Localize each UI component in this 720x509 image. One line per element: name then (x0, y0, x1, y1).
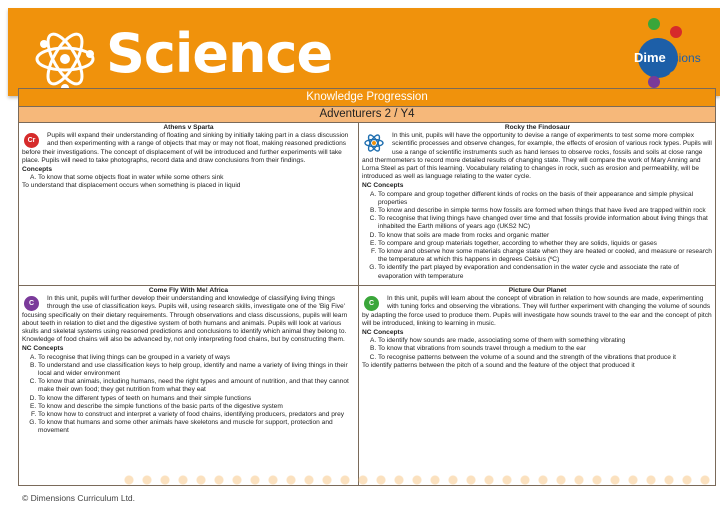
unit-title: Picture Our Planet (508, 287, 567, 294)
concept-note: To identify patterns between the pitch of a sound and the feature of the object that produced it (362, 361, 635, 369)
concept-item: C. To recognise patterns between the volume of a sound and the strength of the vibrations that produce it (378, 354, 713, 362)
atom-icon (34, 24, 96, 94)
header-banner (8, 8, 720, 96)
concept-item: G. To identify the part played by evaporation and condensation in the water cycle and associate the rate of evaporation with temperature (378, 264, 713, 280)
concept-item: C. To know that animals, including humans, need the right types and amount of nutrition, and that they cannot make their own food; they get nutrition from what they eat (38, 378, 355, 394)
concept-item: E. To compare and group materials together, according to whether they are solids, liquids or gases (378, 240, 713, 248)
unit-title: Athens v Sparta (163, 124, 214, 131)
concept-item: B. To know that vibrations from sounds travel through a medium to the ear (378, 345, 713, 353)
concepts-heading: NC Concepts (362, 329, 404, 337)
concept-item: D. To know the different types of teeth on humans and their simple functions (38, 395, 355, 403)
concepts-list (22, 354, 355, 436)
unit-description: In this unit, pupils will learn about the concept of vibration in relation to how sounds are made, experimenting with tuning forks and observing the vibrations. They will further experiment with changing the volume of sounds by adapting the force used to produce them. Pupils will investigate how sounds travel to the ear and the concept of pitch will be introduced, linking to learning in music. (362, 295, 712, 327)
concepts-list (22, 174, 355, 182)
concept-item: F. To know how to construct and interpret a variety of food chains, identifying producers, predators and prey (38, 411, 355, 419)
concept-item: B. To know and describe in simple terms how fossils are formed when things that have lived are trapped within rock (378, 207, 713, 215)
concept-item: A. To recognise that living things can be grouped in a variety of ways (38, 354, 355, 362)
concepts-list (362, 191, 713, 281)
svg-text:Dime: Dime (634, 50, 666, 65)
unit-title: Come Fly With Me! Africa (148, 287, 229, 294)
table-title: Knowledge Progression (19, 89, 715, 107)
green-c-badge: C (364, 296, 379, 311)
unit-description: In this unit, pupils will have the opportunity to devise a range of experiments to test some more complex scientific processes and observe changes, for example, the effects of erosion of various rock types. Pupils will use a range of scientific instruments such as hand lenses to observe rocks, fossils and soils at close range and thermometers to record more detailed results of changing state. They will compare the work of Mary Anning and Lorna Steel as part of this learning. Vocabulary relating to changes in rock, such as erosion and permeability, will be introduced as well as language relating to the water cycle. (362, 132, 712, 181)
concept-item: C. To recognise that living things have changed over time and that fossils provide information about living things that inhabited the Earth millions of years ago (UKS2 NC) (378, 215, 713, 231)
unit-cell (359, 123, 716, 286)
unit-title: Rocky the Findosaur (504, 124, 571, 131)
concepts-heading: NC Concepts (362, 182, 404, 190)
concept-item: A. To know that some objects float in water while some others sink (38, 174, 355, 182)
svg-text:nsions: nsions (666, 51, 701, 65)
purple-c-badge: C (24, 296, 39, 311)
concept-note: To understand that displacement occurs when something is placed in liquid (22, 182, 241, 190)
unit-cell (19, 123, 359, 286)
unit-description: Pupils will expand their understanding of floating and sinking by initially taking part in a class discussion and then experimenting with a range of objects that may or may not float, making reasoned predictions before their investigations. The concept of displacement of will be introduced and further experiments will take place. Pupils will need to take photographs, record data and draw conclusions from their findings. (22, 132, 349, 164)
concepts-heading: NC Concepts (22, 345, 64, 353)
knowledge-table (18, 88, 716, 486)
concept-item: E. To know and describe the simple functions of the basic parts of the digestive system (38, 403, 355, 411)
concept-item: D. To know that soils are made from rocks and organic matter (378, 232, 713, 240)
unit-cell (19, 286, 359, 485)
concept-item: A. To identify how sounds are made, associating some of them with something vibrating (378, 337, 713, 345)
unit-description: In this unit, pupils will further develop their understanding and knowledge of classifying living things through the use of classification keys. Pupils will, using research skills, investigate one of the 'Big Five' focusing specifically on their dietary requirements. Through observations and class discussions, pupils will learn about teeth in relation to diet and the digestive system of both humans and animals. Pupils will look at various skulls and skeletal systems using reasoned predictions and conclusions to identify which animal they belong to. Knowledge of food chains will also be advanced by, not only interpreting food chains, but by constructing them. (22, 295, 348, 344)
concepts-list (362, 337, 713, 362)
copyright: © Dimensions Curriculum Ltd. (22, 493, 136, 503)
concept-item: A. To compare and group together different kinds of rocks on the basis of their appearance and simple physical properties (378, 191, 713, 207)
page-title: Science (106, 22, 333, 85)
concept-item: G. To know that humans and some other animals have skeletons and muscle for support, protection and movement (38, 419, 355, 435)
concepts-heading: Concepts (22, 166, 53, 174)
table-subtitle: Adventurers 2 / Y4 (19, 107, 715, 123)
decorative-dots (120, 473, 710, 487)
dimensions-logo (628, 18, 708, 90)
red-cr-badge: Cr (24, 133, 39, 148)
concept-item: F. To know and observe how some materials change state when they are heated or cooled, and measure or research the temperature at which this happens in degrees Celsius (ºC) (378, 248, 713, 264)
unit-cell (359, 286, 716, 485)
concept-item: B. To understand and use classification keys to help group, identify and name a variety of living things in their local and wider environment (38, 362, 355, 378)
